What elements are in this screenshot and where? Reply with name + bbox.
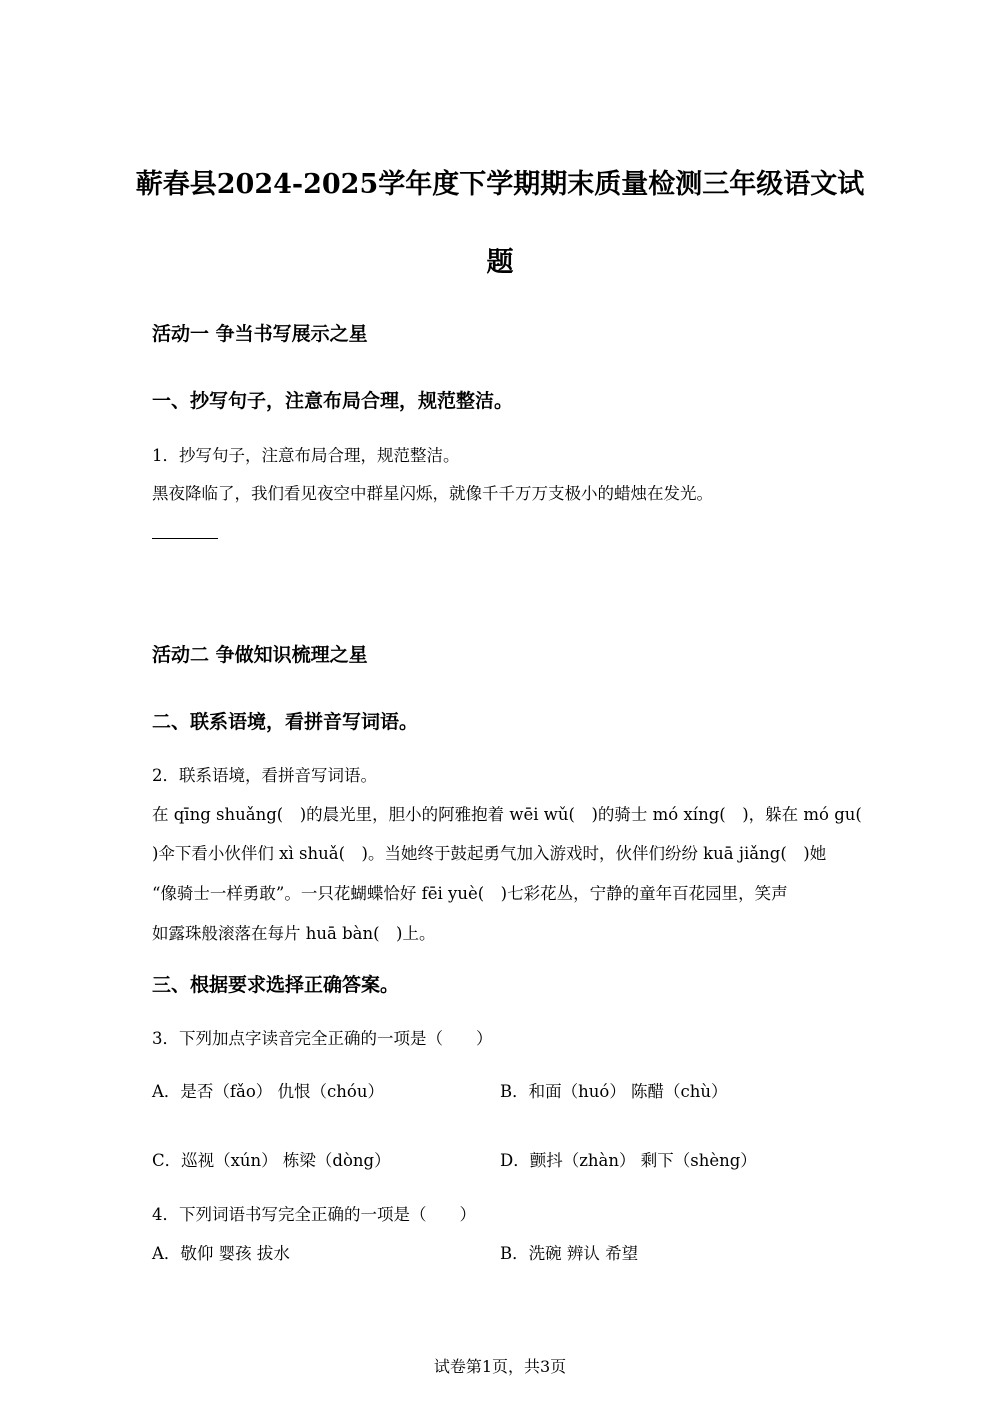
question-4-option-a: A．敬仰 婴孩 拔水	[152, 1244, 290, 1263]
question-4-option-b: B．洗碗 辨认 希望	[500, 1244, 639, 1263]
section-one-heading: 一、抄写句子，注意布局合理，规范整洁。	[152, 390, 514, 412]
page-footer: 试卷第1页，共3页	[433, 1357, 567, 1376]
question-2-passage-line: )伞下看小伙伴们 xì shuǎ( )。当她终于鼓起勇气加入游戏时，伙伴们纷纷 kuā jiǎng( )她	[152, 844, 827, 863]
activity-one-heading: 活动一 争当书写展示之星	[152, 323, 368, 345]
question-1-sentence: 黑夜降临了，我们看见夜空中群星闪烁，就像千千万万支极小的蜡烛在发光。	[152, 484, 713, 503]
section-three-heading: 三、根据要求选择正确答案。	[152, 974, 400, 996]
question-3-option-a: A．是否（fǎo） 仇恨（chóu）	[152, 1082, 384, 1101]
section-two-heading: 二、联系语境，看拼音写词语。	[152, 711, 419, 733]
exam-title-line-2: 题	[486, 247, 514, 278]
question-2-passage-line: “像骑士一样勇敢”。一只花蝴蝶恰好 fēi yuè( )七彩花丛，宁静的童年百花园里，笑声	[152, 884, 788, 903]
question-2-prompt: 2．联系语境，看拼音写词语。	[152, 766, 377, 785]
activity-two-heading: 活动二 争做知识梳理之星	[152, 644, 368, 666]
question-1-prompt: 1．抄写句子，注意布局合理，规范整洁。	[152, 446, 460, 465]
answer-blank-line	[152, 538, 218, 539]
question-4-prompt: 4．下列词语书写完全正确的一项是（ ）	[152, 1205, 476, 1224]
question-3-option-c: C．巡视（xún） 栋梁（dòng）	[152, 1151, 391, 1170]
question-2-passage-line: 在 qīng shuǎng( )的晨光里，胆小的阿雅抱着 wēi wǔ( )的骑士 mó xíng( )，躲在 mó gu(	[152, 805, 862, 824]
question-2-passage-line: 如露珠般滚落在每片 huā bàn( )上。	[152, 924, 436, 943]
question-3-option-d: D．颤抖（zhàn） 剩下（shèng）	[500, 1151, 757, 1170]
question-3-prompt: 3．下列加点字读音完全正确的一项是（ ）	[152, 1029, 493, 1048]
question-3-option-b: B．和面（huó） 陈醋（chù）	[500, 1082, 728, 1101]
exam-title-line-1: 蕲春县2024-2025学年度下学期期末质量检测三年级语文试	[135, 169, 865, 200]
